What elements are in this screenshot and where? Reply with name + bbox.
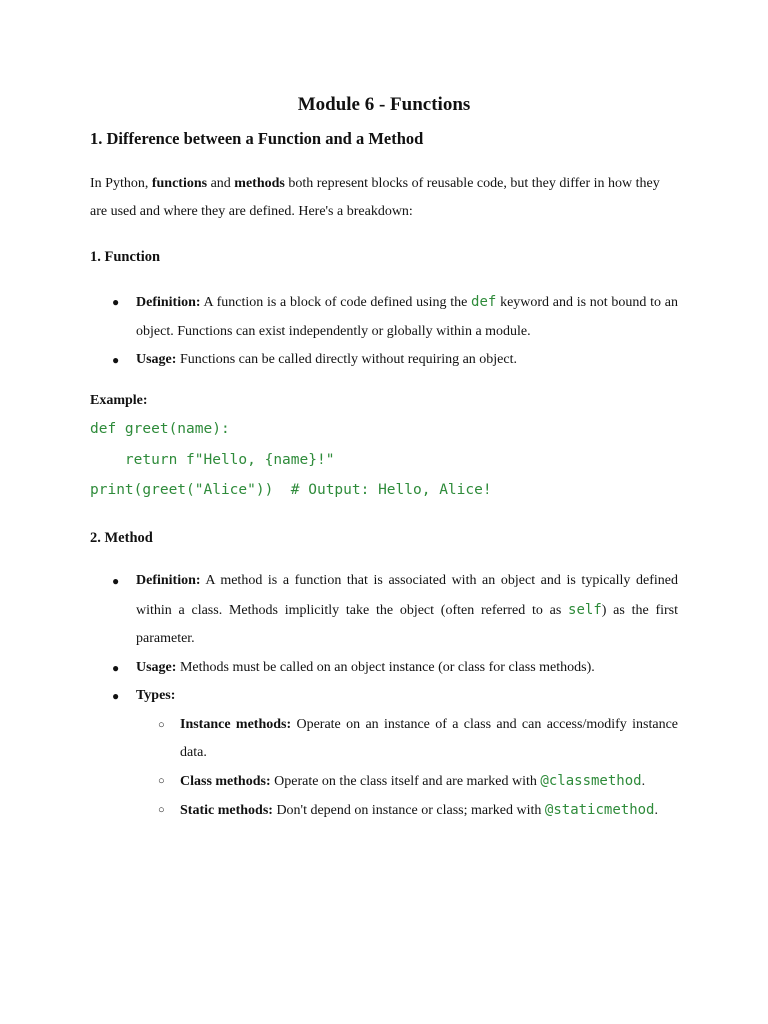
code-line: def greet(name): <box>90 421 230 437</box>
list-item <box>90 288 678 346</box>
usage-text: Functions can be called directly without requiring an object. <box>176 352 518 367</box>
type-text: Operate on an instance of a class and can access/modify instance data. <box>180 716 678 760</box>
bullet-icon: ● <box>112 574 120 588</box>
inline-code-staticmethod: @staticmethod <box>544 801 655 818</box>
example-label: Example: <box>90 393 148 408</box>
types-label: Types: <box>136 688 176 703</box>
circle-bullet-icon: ○ <box>158 774 165 787</box>
intro-bold-methods: methods <box>234 176 285 191</box>
subheading-function: 1. Function <box>90 249 161 265</box>
section-heading-difference: 1. Difference between a Function and a Method <box>90 129 424 148</box>
bullet-icon: ● <box>112 660 120 675</box>
list-item <box>90 767 678 796</box>
usage-label: Usage: <box>136 352 177 367</box>
function-bullet-list <box>90 288 678 375</box>
type-label: Class methods: <box>180 773 271 789</box>
definition-label: Definition: <box>136 295 201 310</box>
usage-label: Usage: <box>136 659 177 675</box>
bullet-icon: ● <box>112 295 120 309</box>
definition-text: A method is a function that is associated with an object and is typically defined within a class. Methods implicitly take the object (often referred to as <box>136 573 678 618</box>
circle-bullet-icon: ○ <box>158 803 165 816</box>
intro-paragraph <box>90 170 678 226</box>
method-bullet-list <box>90 567 678 825</box>
code-block <box>90 414 492 506</box>
intro-text: both represent blocks of reusable code, but they differ in how they are used and where they are defined. Here's a breakdown: <box>90 176 660 219</box>
definition-text: A function is a block of code defined using the <box>200 295 472 310</box>
types-sublist <box>136 711 678 825</box>
definition-label: Definition: <box>136 573 201 588</box>
code-line: print(greet("Alice")) # Output: Hello, Alice! <box>90 482 492 498</box>
code-line: return f"Hello, {name}!" <box>90 451 335 468</box>
type-text: Don't depend on instance or class; marked with <box>272 802 545 818</box>
list-item <box>90 796 678 825</box>
inline-code-self: self <box>568 601 602 618</box>
inline-code-def: def <box>471 294 497 310</box>
definition-text: ) as the first parameter. <box>136 602 678 646</box>
usage-text: Methods must be called on an object instance (or class for class methods). <box>176 659 595 675</box>
intro-bold-functions: functions <box>151 176 208 191</box>
type-label: Instance methods: <box>180 716 292 732</box>
intro-text: and <box>207 176 235 191</box>
page-title: Module 6 - Functions <box>297 94 471 115</box>
intro-text: In Python, <box>90 176 152 191</box>
list-item <box>90 567 678 654</box>
list-item <box>90 711 678 767</box>
type-tail: . <box>641 773 646 789</box>
type-label: Static methods: <box>180 802 273 818</box>
bullet-icon: ● <box>112 353 120 367</box>
list-item <box>90 682 678 825</box>
list-item <box>90 346 678 375</box>
bullet-icon: ● <box>112 689 120 703</box>
type-tail: . <box>654 802 658 818</box>
list-item <box>90 654 678 683</box>
inline-code-classmethod: @classmethod <box>540 772 642 789</box>
type-text: Operate on the class itself and are marked with <box>270 773 541 789</box>
subheading-method: 2. Method <box>90 530 153 546</box>
circle-bullet-icon: ○ <box>158 718 165 731</box>
definition-text: keyword and is not bound to an object. Functions can exist independently or globally within a module. <box>136 295 678 339</box>
